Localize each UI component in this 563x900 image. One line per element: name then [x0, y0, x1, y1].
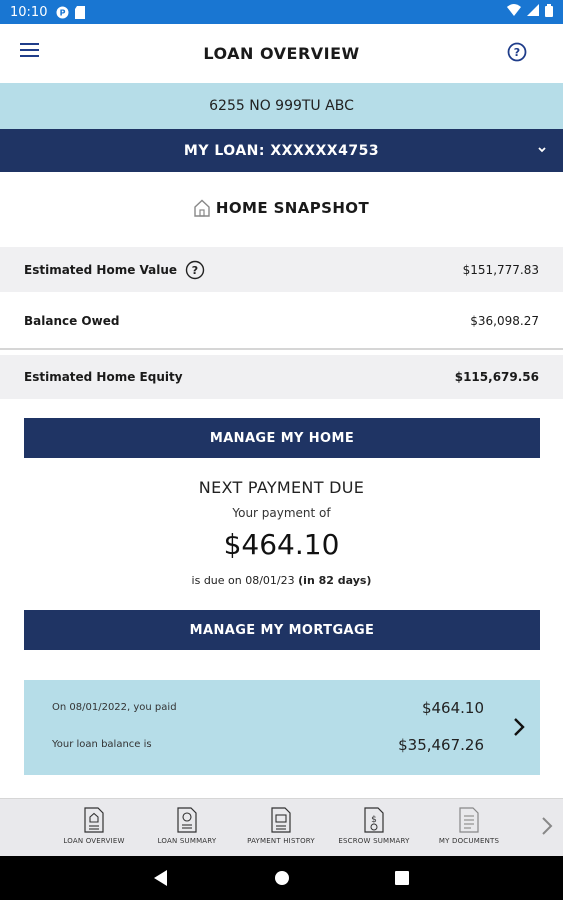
last-payment-card[interactable] — [24, 680, 540, 775]
svg-text:?: ? — [191, 263, 199, 277]
balance-owed-value: $36,098.27 — [470, 314, 539, 328]
nav-loan-overview[interactable] — [49, 807, 139, 845]
page-title: LOAN OVERVIEW — [203, 43, 360, 63]
info-help-icon[interactable] — [185, 260, 205, 280]
status-time: 10:10 — [10, 4, 48, 20]
escrow-summary-doc-icon — [364, 807, 384, 833]
battery-icon — [545, 4, 553, 21]
chevron-right-icon — [512, 716, 526, 738]
my-documents-icon — [459, 807, 479, 833]
svg-text:P: P — [59, 8, 66, 17]
home-circle-icon[interactable] — [274, 870, 290, 890]
chevron-down-icon — [537, 143, 547, 153]
divider — [0, 348, 563, 350]
p-notification-icon — [55, 5, 69, 19]
home-snapshot-heading — [0, 190, 563, 226]
last-paid-label: On 08/01/2022, you paid — [52, 702, 177, 713]
due-days-text: (in 82 days) — [298, 574, 372, 587]
home-snapshot-title: HOME SNAPSHOT — [215, 199, 370, 217]
nav-label: LOAN SUMMARY — [157, 837, 217, 845]
system-navigation-bar — [0, 856, 563, 900]
nav-loan-summary[interactable] — [142, 807, 232, 845]
app-bar — [0, 24, 563, 82]
balance-owed-row — [0, 296, 563, 346]
balance-owed-label: Balance Owed — [24, 314, 120, 328]
nav-escrow-summary[interactable] — [329, 807, 419, 845]
loan-selector-label: MY LOAN: XXXXXX4753 — [183, 142, 380, 159]
nav-payment-history[interactable] — [236, 807, 326, 845]
next-payment-due-date — [0, 574, 563, 587]
nav-label: ESCROW SUMMARY — [338, 837, 410, 845]
estimated-home-value: $151,777.83 — [462, 262, 539, 277]
next-payment-subheading: Your payment of — [232, 506, 331, 520]
loan-balance-amount: $35,467.26 — [398, 736, 484, 754]
chevron-right-icon[interactable] — [541, 816, 553, 836]
manage-my-mortgage-button[interactable]: MANAGE MY MORTGAGE — [24, 610, 540, 650]
nav-label: LOAN OVERVIEW — [63, 837, 125, 845]
recents-square-icon[interactable] — [395, 870, 409, 889]
svg-text:?: ? — [513, 46, 521, 59]
loan-summary-doc-icon — [177, 807, 197, 833]
house-icon — [194, 199, 210, 217]
estimated-home-equity-value: $115,679.56 — [454, 370, 539, 384]
manage-my-home-button[interactable]: MANAGE MY HOME — [24, 418, 540, 458]
due-date-text: is due on 08/01/23 — [191, 574, 295, 587]
hamburger-menu-icon[interactable] — [20, 42, 48, 64]
estimated-home-value-label: Estimated Home Value — [24, 262, 178, 277]
sd-card-icon — [73, 5, 87, 19]
signal-icon — [527, 4, 539, 20]
svg-text:$: $ — [371, 815, 377, 825]
nav-my-documents[interactable] — [424, 807, 514, 845]
estimated-home-value-row — [0, 247, 563, 292]
bottom-nav — [0, 798, 563, 856]
nav-label: PAYMENT HISTORY — [247, 837, 315, 845]
back-triangle-icon[interactable] — [154, 870, 168, 890]
loan-overview-doc-icon — [84, 807, 104, 833]
last-paid-amount: $464.10 — [421, 699, 484, 717]
nav-label: MY DOCUMENTS — [438, 837, 500, 845]
next-payment-amount: $464.10 — [223, 528, 340, 561]
status-bar — [0, 0, 563, 24]
next-payment-heading: NEXT PAYMENT DUE — [198, 478, 365, 497]
help-circle-icon[interactable] — [507, 42, 529, 64]
estimated-home-equity-row — [0, 355, 563, 399]
estimated-home-equity-label: Estimated Home Equity — [24, 370, 183, 384]
wifi-icon — [507, 4, 521, 20]
loan-selector[interactable] — [0, 129, 563, 172]
loan-balance-label: Your loan balance is — [52, 739, 152, 750]
payment-history-doc-icon — [271, 807, 291, 833]
property-address: 6255 NO 999TU ABC — [0, 83, 563, 129]
